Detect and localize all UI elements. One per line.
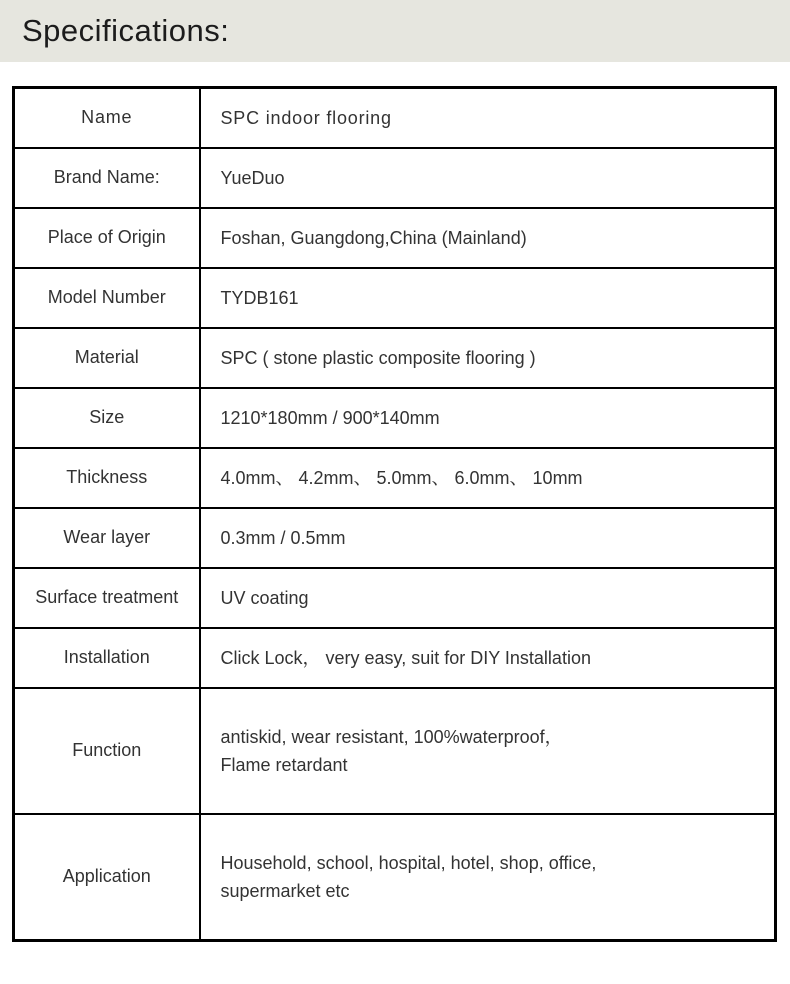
spec-label: Material [14, 328, 200, 388]
spec-value [200, 328, 776, 388]
table-row [14, 568, 776, 628]
table-row [14, 628, 776, 688]
spec-value-line: antiskid, wear resistant, 100%waterproof， [220, 726, 563, 747]
spec-label: Place of Origin [14, 208, 200, 268]
spec-label: Name [14, 88, 200, 148]
spec-label: Installation [14, 628, 200, 688]
spec-label: Size [14, 388, 200, 448]
table-row [14, 508, 776, 568]
spec-label: Surface treatment [14, 568, 200, 628]
spec-value [200, 148, 776, 208]
spec-value-line: TYDB161 [220, 287, 299, 308]
spec-value [200, 688, 776, 814]
spec-value-line: Household, school, hospital, hotel, shop, office, [220, 852, 597, 873]
spec-value [200, 208, 776, 268]
spec-value-line: 1210*180mm / 900*140mm [220, 407, 440, 428]
spec-value-line: UV coating [220, 587, 309, 608]
spec-value-line: YueDuo [220, 167, 285, 188]
spec-value [200, 88, 776, 148]
specifications-table [12, 86, 777, 942]
spec-value [200, 568, 776, 628]
table-row [14, 328, 776, 388]
spec-label: Wear layer [14, 508, 200, 568]
spec-value-line: 4.0mm、 4.2mm、 5.0mm、 6.0mm、 10mm [220, 467, 583, 488]
spec-value [200, 448, 776, 508]
spec-value-line: SPC ( stone plastic composite flooring ) [220, 347, 536, 368]
table-row [14, 814, 776, 941]
spec-value [200, 268, 776, 328]
spec-label: Thickness [14, 448, 200, 508]
spec-value [200, 388, 776, 448]
spec-value [200, 814, 776, 941]
spec-value-line: 0.3mm / 0.5mm [220, 527, 346, 548]
spec-value-line: Flame retardant [220, 754, 348, 775]
spec-value-line: Click Lock， very easy, suit for DIY Installation [220, 647, 591, 668]
spec-value-line: SPC indoor flooring [220, 107, 392, 128]
table-row [14, 448, 776, 508]
spec-label: Model Number [14, 268, 200, 328]
table-row [14, 208, 776, 268]
page-title: Specifications: [22, 13, 230, 48]
table-row [14, 388, 776, 448]
spec-label: Brand Name: [14, 148, 200, 208]
table-row [14, 268, 776, 328]
spec-value [200, 508, 776, 568]
spec-value [200, 628, 776, 688]
table-row [14, 688, 776, 814]
specifications-header [0, 0, 790, 62]
spec-label: Application [14, 814, 200, 941]
spec-value-line: Foshan, Guangdong,China (Mainland) [220, 227, 527, 248]
spec-label: Function [14, 688, 200, 814]
spec-value-line: supermarket etc [220, 880, 350, 901]
table-row [14, 148, 776, 208]
table-row [14, 88, 776, 148]
specifications-table-body [14, 88, 776, 941]
